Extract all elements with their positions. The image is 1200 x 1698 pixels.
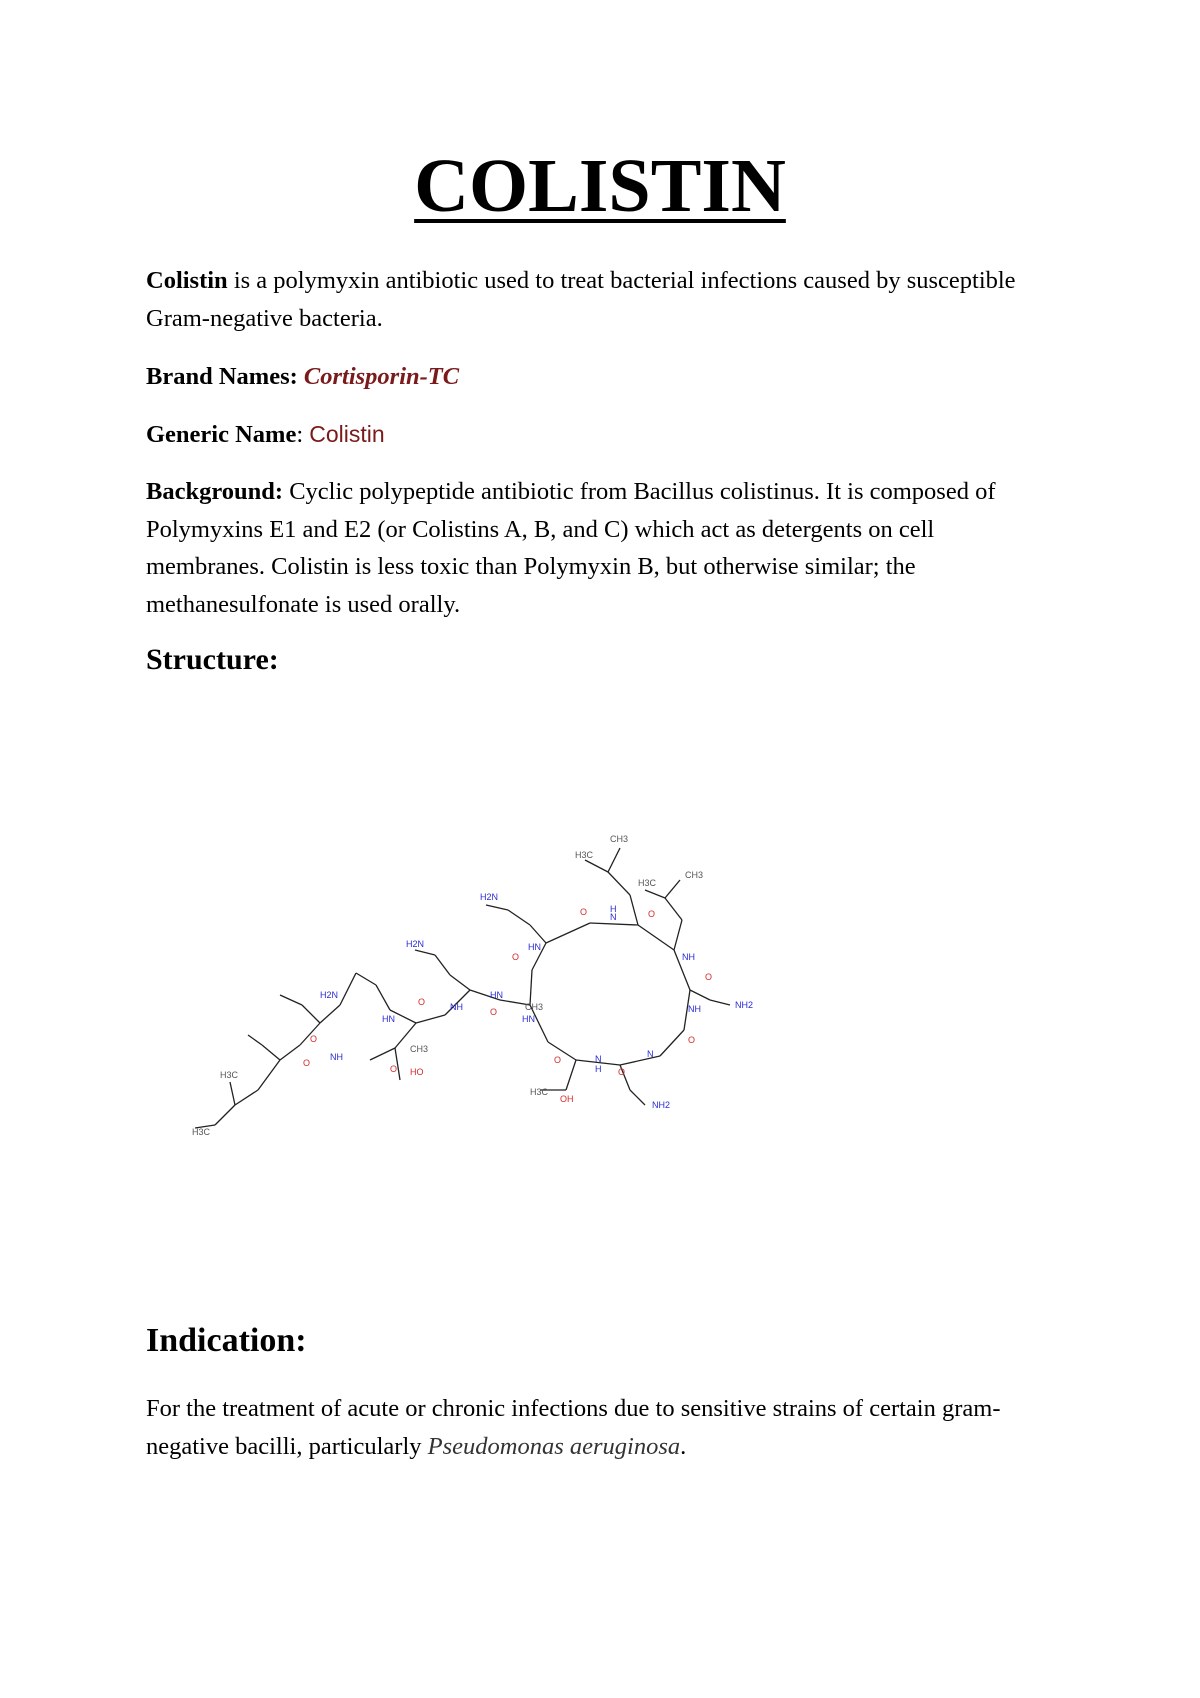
atom-label: O bbox=[580, 907, 588, 917]
atom-label: O bbox=[310, 1034, 318, 1044]
atom-label: O bbox=[554, 1055, 562, 1065]
structure-bond bbox=[320, 1005, 340, 1023]
atom-label: CH3 bbox=[610, 834, 629, 844]
structure-bond bbox=[660, 1030, 684, 1056]
structure-bond bbox=[608, 848, 620, 872]
structure-bond bbox=[690, 990, 710, 1000]
atom-label: H2N bbox=[320, 990, 339, 1000]
document-title: COLISTIN bbox=[414, 144, 786, 228]
brand-names-label: Brand Names: bbox=[146, 363, 298, 390]
background-text: Cyclic polypeptide antibiotic from Bacillus colistinus. It is composed of Polymyxins E1 and E2 (or Colistins A, B, and C) which act as detergents on cell membranes. Colistin is less toxic than Polymyxin B, but otherwise similar; the methanesulfonate is used orally. bbox=[146, 478, 996, 618]
atom-label: NH bbox=[450, 1002, 463, 1012]
structure-bond bbox=[585, 860, 608, 872]
atom-label: O bbox=[418, 997, 426, 1007]
structure-bond bbox=[630, 895, 638, 925]
structure-bond bbox=[280, 995, 302, 1005]
structure-bond bbox=[435, 955, 450, 975]
structure-bond bbox=[262, 1045, 280, 1060]
structure-bond bbox=[415, 950, 435, 955]
structure-bond bbox=[486, 905, 508, 910]
structure-bond bbox=[215, 1105, 235, 1125]
structure-bond bbox=[665, 880, 680, 898]
generic-name-label: Generic Name bbox=[146, 421, 297, 448]
structure-bond bbox=[638, 925, 674, 950]
atom-label: NH bbox=[682, 952, 695, 962]
indication-text: For the treatment of acute or chronic infections due to sensitive strains of certain gram-negative bacilli, particularly bbox=[146, 1395, 1001, 1460]
atom-label: H bbox=[610, 904, 617, 914]
structure-bond bbox=[674, 920, 682, 950]
atom-label: NH2 bbox=[735, 1000, 754, 1010]
structure-bond bbox=[302, 1005, 320, 1023]
atom-label: H3C bbox=[575, 850, 594, 860]
atom-label: H3C bbox=[530, 1087, 549, 1097]
brand-names-line bbox=[146, 358, 1046, 396]
atom-label: O bbox=[512, 952, 520, 962]
structure-bond bbox=[450, 975, 470, 990]
atom-label: HN bbox=[522, 1014, 535, 1024]
brand-names-value: Cortisporin-TC bbox=[303, 363, 460, 390]
structure-bond bbox=[370, 1048, 395, 1060]
atom-label: O bbox=[618, 1067, 626, 1077]
structure-bond bbox=[230, 1082, 235, 1105]
structure-bond bbox=[508, 910, 530, 925]
atom-label: O bbox=[490, 1007, 498, 1017]
generic-name-value: Colistin bbox=[309, 421, 385, 447]
atom-label: H3C bbox=[220, 1070, 239, 1080]
atom-label: H2N bbox=[480, 892, 499, 902]
atom-label: H2N bbox=[406, 939, 425, 949]
generic-name-separator: : bbox=[296, 421, 304, 448]
structure-bond bbox=[376, 985, 390, 1010]
atom-label: O bbox=[705, 972, 713, 982]
structure-bond bbox=[710, 1000, 730, 1005]
atom-label: O bbox=[688, 1035, 696, 1045]
atom-label: HO bbox=[410, 1067, 424, 1077]
atom-label: NH bbox=[688, 1004, 701, 1014]
indication-end: . bbox=[680, 1432, 687, 1460]
atom-label: NH2 bbox=[652, 1100, 671, 1110]
structure-bond bbox=[590, 923, 638, 925]
intro-text: is a polymyxin antibiotic used to treat bacterial infections caused by susceptible Gram-negative bacteria. bbox=[146, 267, 1016, 332]
structure-heading: Structure: bbox=[146, 643, 279, 676]
atom-label: O bbox=[390, 1064, 398, 1074]
structure-bond bbox=[235, 1090, 258, 1105]
structure-bond bbox=[280, 1045, 300, 1060]
structure-bond bbox=[548, 1042, 576, 1060]
atom-label: CH3 bbox=[410, 1044, 429, 1054]
structure-bond bbox=[340, 973, 356, 1005]
background-paragraph bbox=[146, 473, 1046, 623]
structure-bond bbox=[530, 970, 532, 1005]
atom-label: CH3 bbox=[525, 1002, 544, 1012]
structure-bond bbox=[630, 1090, 645, 1105]
atom-label: N bbox=[647, 1049, 654, 1059]
intro-paragraph bbox=[146, 262, 1046, 337]
structure-bond bbox=[608, 872, 630, 895]
structure-bond bbox=[530, 925, 546, 943]
atom-label: N bbox=[610, 912, 617, 922]
structure-bond bbox=[645, 890, 665, 898]
structure-bond bbox=[258, 1060, 280, 1090]
colistin-structure-diagram bbox=[190, 760, 760, 1240]
structure-bond bbox=[416, 1015, 445, 1023]
indication-paragraph bbox=[146, 1390, 1046, 1465]
atom-label: HN bbox=[528, 942, 541, 952]
atom-label: HN bbox=[382, 1014, 395, 1024]
atom-label: OH bbox=[560, 1094, 574, 1104]
structure-bond bbox=[356, 973, 376, 985]
background-label: Background: bbox=[146, 478, 284, 505]
intro-subject: Colistin bbox=[146, 267, 228, 294]
structure-bond bbox=[546, 923, 590, 943]
structure-bond bbox=[665, 898, 682, 920]
atom-label: H3C bbox=[192, 1127, 211, 1137]
atom-label: HN bbox=[490, 990, 503, 1000]
atom-label: H3C bbox=[638, 878, 657, 888]
atom-label: CH3 bbox=[685, 870, 704, 880]
atom-label: H bbox=[595, 1064, 602, 1074]
structure-bond bbox=[620, 1056, 660, 1065]
atom-label: NH bbox=[330, 1052, 343, 1062]
atom-label: O bbox=[303, 1058, 311, 1068]
indication-organism: Pseudomonas aeruginosa bbox=[427, 1432, 681, 1460]
indication-heading: Indication: bbox=[146, 1322, 307, 1359]
generic-name-line bbox=[146, 416, 1046, 454]
atom-label: O bbox=[648, 909, 656, 919]
structure-bond bbox=[248, 1035, 262, 1045]
atom-label: N bbox=[595, 1054, 602, 1064]
structure-bond bbox=[566, 1060, 576, 1090]
